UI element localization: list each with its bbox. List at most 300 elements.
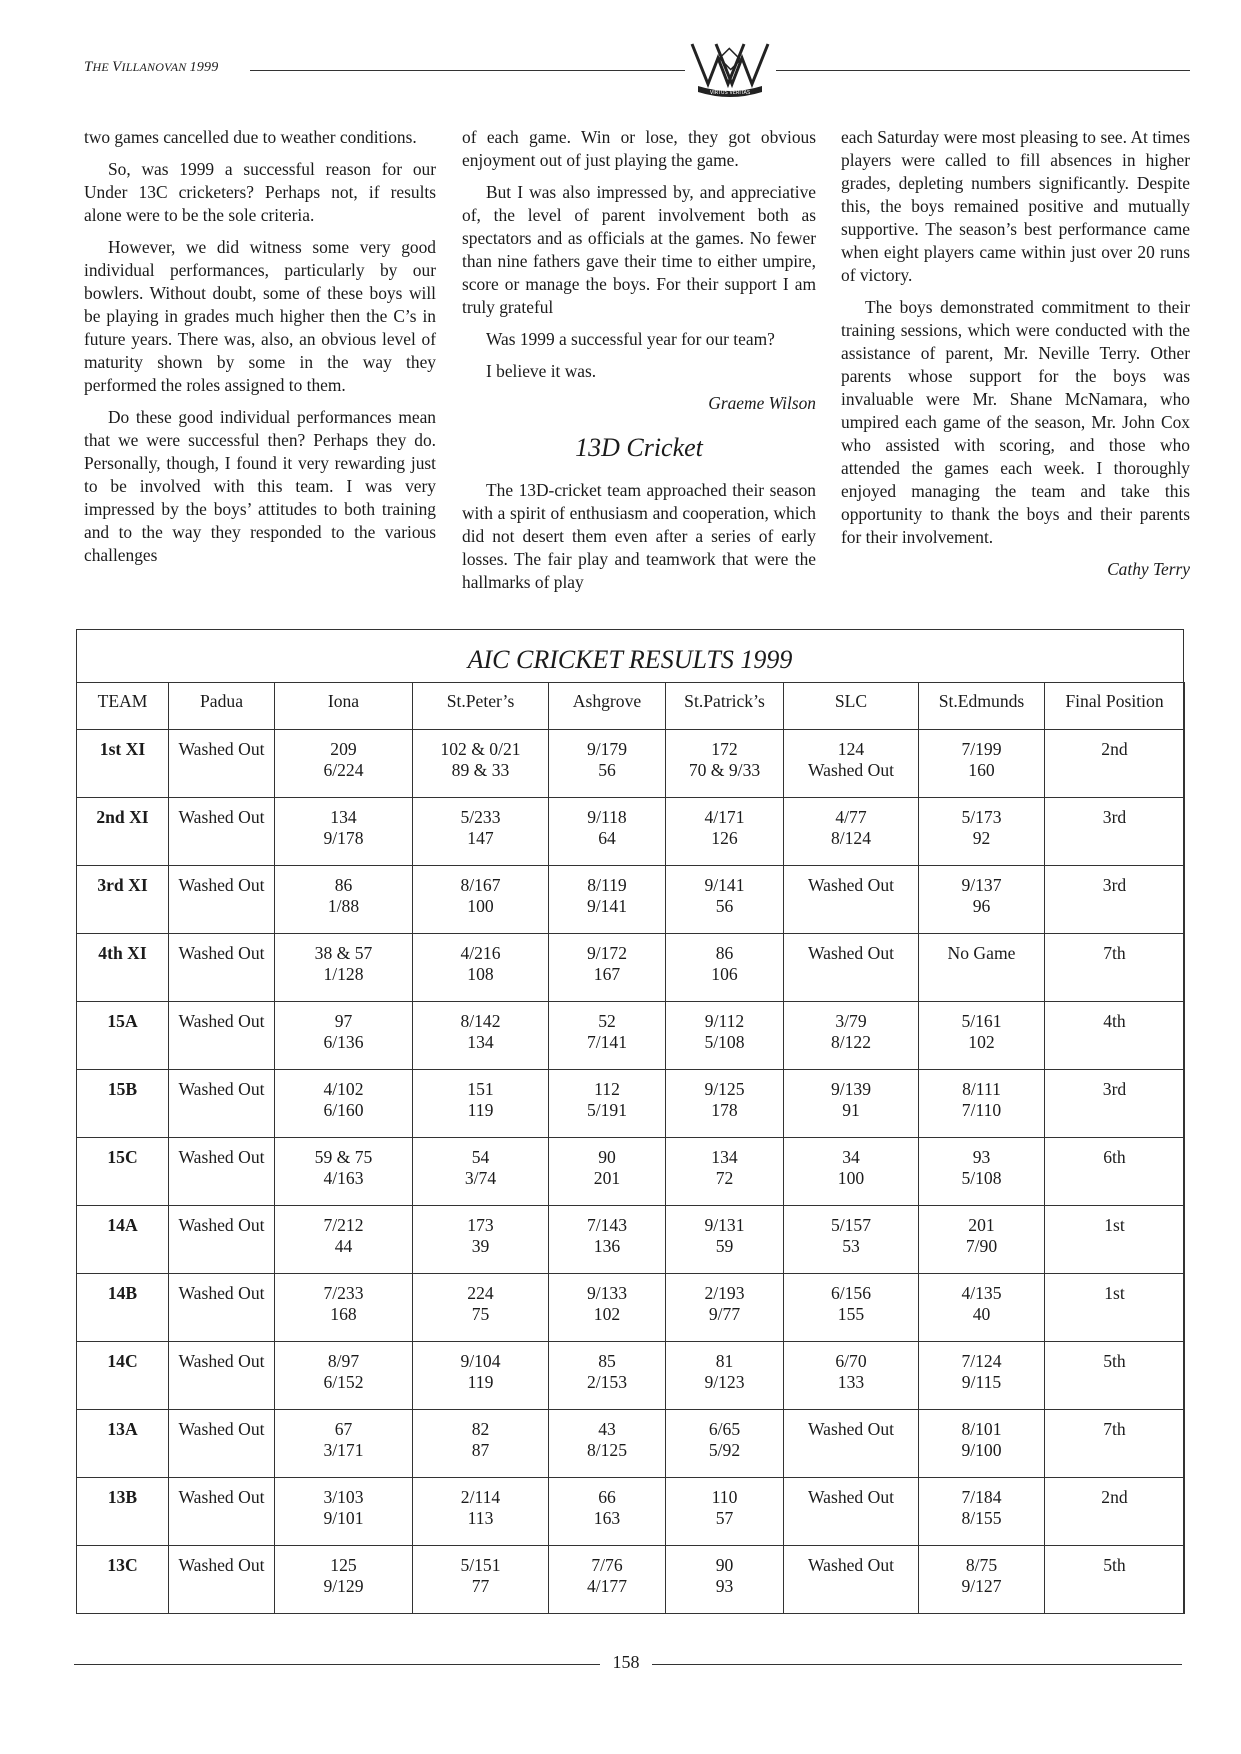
result-cell	[413, 1002, 549, 1070]
score-line: 96	[972, 896, 991, 916]
score-line: 91	[842, 1100, 860, 1120]
result-cell	[549, 1138, 666, 1206]
score-line: Washed Out	[807, 943, 895, 963]
score-line: 100	[837, 1168, 865, 1188]
score-line: 7/110	[961, 1100, 1002, 1120]
result-cell	[549, 1410, 666, 1478]
score-line: Washed Out	[807, 1555, 895, 1575]
score-line: 52	[598, 1011, 616, 1031]
score-line: 66	[598, 1487, 616, 1507]
score-line: 9/172	[586, 943, 628, 963]
author-signature: Cathy Terry	[1107, 559, 1190, 579]
score-line: 6/65	[708, 1419, 741, 1439]
score-line: 90	[598, 1147, 616, 1167]
team-cell: 15B	[77, 1070, 169, 1138]
score-line: 209	[330, 739, 357, 759]
score-line: 5/173	[961, 807, 1002, 827]
result-cell: Washed Out	[169, 798, 275, 866]
paragraph: I believe it was.	[486, 361, 597, 381]
result-cell	[413, 1274, 549, 1342]
result-cell	[666, 1138, 784, 1206]
final-position-cell: 5th	[1045, 1342, 1185, 1410]
score-line: 7/124	[961, 1351, 1002, 1371]
table-row	[77, 1546, 1185, 1614]
score-line: 5/151	[460, 1555, 501, 1575]
footer-rule-right	[652, 1664, 1182, 1665]
score-line: 102	[593, 1304, 621, 1324]
result-cell: Washed Out	[169, 1206, 275, 1274]
score-line: 9/139	[830, 1079, 872, 1099]
results-table-box	[76, 629, 1184, 1614]
score-line: 102	[968, 1032, 995, 1052]
score-line: 39	[471, 1236, 490, 1256]
score-line: 53	[842, 1236, 860, 1256]
score-line: 9/137	[961, 875, 1002, 895]
result-cell	[919, 798, 1045, 866]
score-line: 9/141	[586, 896, 628, 916]
table-header-row	[77, 683, 1185, 730]
final-position-cell: 2nd	[1045, 1478, 1185, 1546]
score-line: 8/125	[586, 1440, 628, 1460]
score-line: 8/119	[587, 875, 627, 895]
result-cell	[413, 1478, 549, 1546]
score-line: 134	[467, 1032, 494, 1052]
result-cell	[275, 1410, 413, 1478]
header-rule-right	[776, 70, 1190, 71]
table-row	[77, 1002, 1185, 1070]
score-line: 6/152	[323, 1372, 364, 1392]
score-line: 1/88	[327, 896, 360, 916]
score-line: 9/104	[460, 1351, 501, 1371]
paragraph: two games cancelled due to weather conditions.	[84, 127, 417, 147]
result-cell	[549, 1002, 666, 1070]
team-cell: 2nd XI	[77, 798, 169, 866]
table-row	[77, 866, 1185, 934]
result-cell	[919, 866, 1045, 934]
score-line: 106	[711, 964, 738, 984]
score-line: 6/70	[835, 1351, 867, 1371]
result-cell: Washed Out	[169, 1342, 275, 1410]
score-line: 8/167	[460, 875, 501, 895]
score-line: 5/108	[704, 1032, 745, 1052]
score-line: 133	[837, 1372, 865, 1392]
result-cell	[784, 1070, 919, 1138]
score-line: 7/212	[323, 1215, 364, 1235]
team-cell: 3rd XI	[77, 866, 169, 934]
score-line: 155	[837, 1304, 865, 1324]
college-crest-logo	[688, 40, 772, 102]
result-cell	[275, 1478, 413, 1546]
result-cell	[549, 1546, 666, 1614]
score-line: 93	[972, 1147, 991, 1167]
score-line: 102 & 0/21	[440, 739, 521, 759]
score-line: 7/184	[961, 1487, 1002, 1507]
column-header: St.Peter’s	[413, 683, 549, 730]
score-line: 134	[330, 807, 357, 827]
final-position-cell: 3rd	[1045, 798, 1185, 866]
score-line: 151	[467, 1079, 494, 1099]
column-header: St.Patrick’s	[666, 683, 784, 730]
page-footer	[74, 1648, 1182, 1678]
score-line: 6/156	[830, 1283, 872, 1303]
team-cell: 14B	[77, 1274, 169, 1342]
result-cell	[784, 1478, 919, 1546]
score-line: 85	[598, 1351, 616, 1371]
score-line: 44	[334, 1236, 353, 1256]
score-line: 38 & 57	[314, 943, 373, 963]
final-position-cell: 6th	[1045, 1138, 1185, 1206]
score-line: 9/123	[704, 1372, 745, 1392]
score-line: 147	[467, 828, 494, 848]
score-line: 4/171	[704, 807, 745, 827]
result-cell	[549, 1478, 666, 1546]
article-columns	[84, 126, 1190, 616]
score-line: 89 & 33	[451, 760, 510, 780]
result-cell	[784, 1342, 919, 1410]
score-line: 108	[467, 964, 494, 984]
score-line: 124	[837, 739, 865, 759]
result-cell	[413, 934, 549, 1002]
score-line: 160	[968, 760, 995, 780]
score-line: 4/177	[586, 1576, 628, 1596]
score-line: 100	[467, 896, 494, 916]
score-line: 7/76	[591, 1555, 623, 1575]
score-line: 2/153	[586, 1372, 628, 1392]
score-line: 5/191	[586, 1100, 628, 1120]
score-line: 4/216	[460, 943, 501, 963]
score-line: 224	[467, 1283, 494, 1303]
score-line: 3/74	[464, 1168, 497, 1188]
column-header: Ashgrove	[549, 683, 666, 730]
score-line: 75	[471, 1304, 490, 1324]
result-cell	[919, 1546, 1045, 1614]
result-cell	[666, 1410, 784, 1478]
result-cell	[549, 866, 666, 934]
team-cell: 1st XI	[77, 730, 169, 798]
result-cell	[919, 1478, 1045, 1546]
table-row	[77, 1410, 1185, 1478]
score-line: 125	[330, 1555, 357, 1575]
result-cell	[413, 1546, 549, 1614]
score-line: 9/112	[704, 1011, 745, 1031]
result-cell	[919, 934, 1045, 1002]
score-line: 168	[330, 1304, 357, 1324]
result-cell: Washed Out	[169, 730, 275, 798]
score-line: 173	[467, 1215, 494, 1235]
score-line: 112	[594, 1079, 620, 1099]
score-line: 72	[715, 1168, 734, 1188]
score-line: Washed Out	[807, 1419, 895, 1439]
score-line: 9/133	[586, 1283, 628, 1303]
paragraph: Was 1999 a successful year for our team?	[486, 329, 775, 349]
result-cell: Washed Out	[169, 1274, 275, 1342]
score-line: 59 & 75	[314, 1147, 373, 1167]
table-row	[77, 934, 1185, 1002]
column-3	[841, 126, 1190, 591]
score-line: 77	[471, 1576, 490, 1596]
score-line: 82	[471, 1419, 490, 1439]
result-cell	[666, 730, 784, 798]
score-line: 201	[968, 1215, 995, 1235]
result-cell	[413, 1206, 549, 1274]
score-line: 5/233	[460, 807, 501, 827]
score-line: Washed Out	[807, 1487, 895, 1507]
result-cell: Washed Out	[169, 934, 275, 1002]
result-cell: Washed Out	[169, 1002, 275, 1070]
team-cell: 15A	[77, 1002, 169, 1070]
result-cell	[784, 1546, 919, 1614]
result-cell: Washed Out	[169, 866, 275, 934]
result-cell	[275, 798, 413, 866]
result-cell	[413, 1410, 549, 1478]
score-line: 8/142	[460, 1011, 501, 1031]
column-header: St.Edmunds	[919, 683, 1045, 730]
score-line: 9/179	[586, 739, 628, 759]
score-line: 9/101	[323, 1508, 364, 1528]
result-cell	[666, 866, 784, 934]
result-cell	[413, 730, 549, 798]
result-cell	[275, 1546, 413, 1614]
score-line: 6/224	[323, 760, 364, 780]
team-cell: 13A	[77, 1410, 169, 1478]
result-cell	[666, 1002, 784, 1070]
result-cell	[666, 1478, 784, 1546]
score-line: 4/77	[835, 807, 867, 827]
table-row	[77, 1274, 1185, 1342]
result-cell	[919, 1002, 1045, 1070]
result-cell	[666, 1342, 784, 1410]
score-line: No Game	[947, 943, 1016, 963]
result-cell	[919, 1070, 1045, 1138]
paragraph: each Saturday were most pleasing to see. At times players were called to fill absences in higher grades, depleting numbers significantly. Despite this, the boys remained positive and mutually supportive. The season’s best performance came when eight players came within just over 20 runs of victory.	[841, 127, 1190, 285]
result-cell	[413, 1070, 549, 1138]
running-title: THE VILLANOVAN 1999	[84, 59, 219, 75]
score-line: 136	[593, 1236, 621, 1256]
section-heading: 13D Cricket	[575, 433, 703, 462]
score-line: 8/111	[962, 1079, 1001, 1099]
svg-text:VIRTUS VERITAS: VIRTUS VERITAS	[709, 90, 751, 96]
result-cell	[666, 798, 784, 866]
score-line: 9/118	[587, 807, 627, 827]
result-cell: Washed Out	[169, 1546, 275, 1614]
score-line: Washed Out	[807, 875, 895, 895]
score-line: 5/92	[708, 1440, 741, 1460]
score-line: 8/75	[965, 1555, 998, 1575]
score-line: 81	[715, 1351, 734, 1371]
table-row	[77, 730, 1185, 798]
paragraph: The 13D-cricket team approached their season with a spirit of enthusiasm and cooperation, which did not desert them even after a series of early losses. The fair play and teamwork that were the hallmarks of play	[462, 480, 816, 592]
score-line: 8/97	[327, 1351, 360, 1371]
result-cell	[549, 1070, 666, 1138]
results-title: AIC CRICKET RESULTS 1999	[467, 645, 793, 674]
column-1	[84, 126, 436, 576]
result-cell	[549, 934, 666, 1002]
score-line: 7/90	[965, 1236, 998, 1256]
score-line: 110	[711, 1487, 738, 1507]
score-line: 9/127	[961, 1576, 1002, 1596]
score-line: 67	[334, 1419, 353, 1439]
result-cell	[919, 730, 1045, 798]
result-cell	[549, 730, 666, 798]
paragraph: But I was also impressed by, and appreciative of, the level of parent involvement both as spectators and as officials at the games. No fewer than nine fathers gave their time to either umpire, score or manage the boys. For their support I am truly grateful	[462, 182, 816, 317]
score-line: 5/108	[961, 1168, 1002, 1188]
result-cell	[275, 866, 413, 934]
column-header: Padua	[169, 683, 275, 730]
score-line: 7/199	[961, 739, 1002, 759]
score-line: 64	[598, 828, 616, 848]
score-line: Washed Out	[807, 760, 895, 780]
paragraph: Do these good individual performances mean that we were successful then? Perhaps they do. Personally, though, I found it very rewarding just to be involved with this team. I was very impressed by the boys’ attitudes to both training and to the way they responded to the various challenges	[84, 407, 436, 565]
result-cell	[666, 1546, 784, 1614]
score-line: 5/161	[961, 1011, 1002, 1031]
final-position-cell: 2nd	[1045, 730, 1185, 798]
score-line: 2/193	[704, 1283, 745, 1303]
column-header: SLC	[784, 683, 919, 730]
result-cell	[919, 1342, 1045, 1410]
result-cell	[784, 798, 919, 866]
result-cell	[784, 1274, 919, 1342]
result-cell	[275, 1206, 413, 1274]
result-cell	[413, 866, 549, 934]
team-cell: 13C	[77, 1546, 169, 1614]
score-line: 9/129	[323, 1576, 364, 1596]
footer-rule-left	[74, 1664, 600, 1665]
table-row	[77, 1138, 1185, 1206]
result-cell	[666, 1070, 784, 1138]
result-cell	[784, 1138, 919, 1206]
score-line: 119	[467, 1100, 494, 1120]
score-line: 92	[972, 828, 991, 848]
result-cell: Washed Out	[169, 1478, 275, 1546]
result-cell	[549, 1274, 666, 1342]
column-header: Iona	[275, 683, 413, 730]
score-line: 40	[972, 1304, 991, 1324]
team-cell: 14A	[77, 1206, 169, 1274]
score-line: 7/233	[323, 1283, 364, 1303]
score-line: 7/141	[586, 1032, 628, 1052]
score-line: 6/136	[323, 1032, 364, 1052]
score-line: 9/115	[961, 1372, 1002, 1392]
score-line: 172	[711, 739, 738, 759]
score-line: 178	[711, 1100, 738, 1120]
team-cell: 14C	[77, 1342, 169, 1410]
results-table	[76, 682, 1185, 1614]
score-line: 56	[715, 896, 734, 916]
score-line: 3/171	[323, 1440, 364, 1460]
table-row	[77, 1342, 1185, 1410]
score-line: 70 & 9/33	[688, 760, 761, 780]
team-cell: 13B	[77, 1478, 169, 1546]
author-signature: Graeme Wilson	[708, 393, 816, 413]
score-line: 8/101	[961, 1419, 1002, 1439]
score-line: 4/163	[323, 1168, 364, 1188]
column-2	[462, 126, 816, 603]
header-rule-left	[250, 70, 685, 71]
score-line: 167	[593, 964, 621, 984]
score-line: 59	[715, 1236, 734, 1256]
final-position-cell: 1st	[1045, 1206, 1185, 1274]
score-line: 97	[334, 1011, 353, 1031]
score-line: 3/79	[835, 1011, 867, 1031]
final-position-cell: 3rd	[1045, 1070, 1185, 1138]
score-line: 126	[711, 828, 738, 848]
final-position-cell: 3rd	[1045, 866, 1185, 934]
table-row	[77, 798, 1185, 866]
result-cell	[275, 730, 413, 798]
result-cell	[275, 1342, 413, 1410]
result-cell	[549, 1206, 666, 1274]
score-line: 2/114	[460, 1487, 501, 1507]
score-line: 9/125	[704, 1079, 745, 1099]
result-cell	[784, 730, 919, 798]
score-line: 93	[715, 1576, 734, 1596]
score-line: 113	[467, 1508, 494, 1528]
final-position-cell: 5th	[1045, 1546, 1185, 1614]
column-header: Final Position	[1045, 683, 1185, 730]
score-line: 8/124	[830, 828, 872, 848]
result-cell: Washed Out	[169, 1070, 275, 1138]
final-position-cell: 7th	[1045, 934, 1185, 1002]
score-line: 4/135	[961, 1283, 1002, 1303]
score-line: 201	[593, 1168, 621, 1188]
final-position-cell: 4th	[1045, 1002, 1185, 1070]
paragraph: The boys demonstrated commitment to their training sessions, which were conducted with the assistance of parent, Mr. Neville Terry. Other parents whose support for the boys was invaluable were Mr. Shane McNamara, who umpired each game of the season, Mr. John Cox who assisted with scoring, and those who attended the games each week. I thoroughly enjoyed managing the team and take this opportunity to thank the boys and their parents for their involvement.	[841, 297, 1190, 547]
score-line: 43	[598, 1419, 616, 1439]
score-line: 6/160	[323, 1100, 364, 1120]
score-line: 163	[593, 1508, 621, 1528]
result-cell	[919, 1274, 1045, 1342]
result-cell	[919, 1138, 1045, 1206]
result-cell	[275, 1138, 413, 1206]
score-line: 134	[711, 1147, 738, 1167]
result-cell	[275, 1070, 413, 1138]
result-cell	[549, 798, 666, 866]
score-line: 1/128	[323, 964, 364, 984]
score-line: 54	[471, 1147, 490, 1167]
score-line: 9/141	[704, 875, 745, 895]
result-cell	[784, 1002, 919, 1070]
column-header: TEAM	[77, 683, 169, 730]
score-line: 9/100	[961, 1440, 1002, 1460]
result-cell	[666, 1206, 784, 1274]
score-line: 7/143	[586, 1215, 628, 1235]
score-line: 57	[715, 1508, 734, 1528]
score-line: 119	[467, 1372, 494, 1392]
score-line: 90	[715, 1555, 734, 1575]
result-cell	[784, 1206, 919, 1274]
result-cell	[413, 798, 549, 866]
score-line: 87	[471, 1440, 490, 1460]
score-line: 9/77	[708, 1304, 741, 1324]
page-number: 158	[612, 1652, 640, 1672]
score-line: 5/157	[830, 1215, 872, 1235]
paragraph: So, was 1999 a successful reason for our Under 13C cricketers? Perhaps not, if results alone were to be the sole criteria.	[84, 159, 436, 225]
result-cell	[919, 1410, 1045, 1478]
team-cell: 4th XI	[77, 934, 169, 1002]
paragraph: However, we did witness some very good individual performances, particularly by our bowlers. Without doubt, some of these boys will be playing in grades much higher then the C’s in future years. There was, also, an obvious level of maturity shown by some in the way they performed the roles assigned to them.	[84, 237, 436, 395]
score-line: 4/102	[323, 1079, 364, 1099]
table-row	[77, 1206, 1185, 1274]
score-line: 8/155	[961, 1508, 1002, 1528]
table-row	[77, 1070, 1185, 1138]
result-cell	[919, 1206, 1045, 1274]
result-cell	[784, 866, 919, 934]
result-cell	[275, 934, 413, 1002]
result-cell	[666, 934, 784, 1002]
score-line: 34	[842, 1147, 860, 1167]
team-cell: 15C	[77, 1138, 169, 1206]
result-cell	[784, 1410, 919, 1478]
